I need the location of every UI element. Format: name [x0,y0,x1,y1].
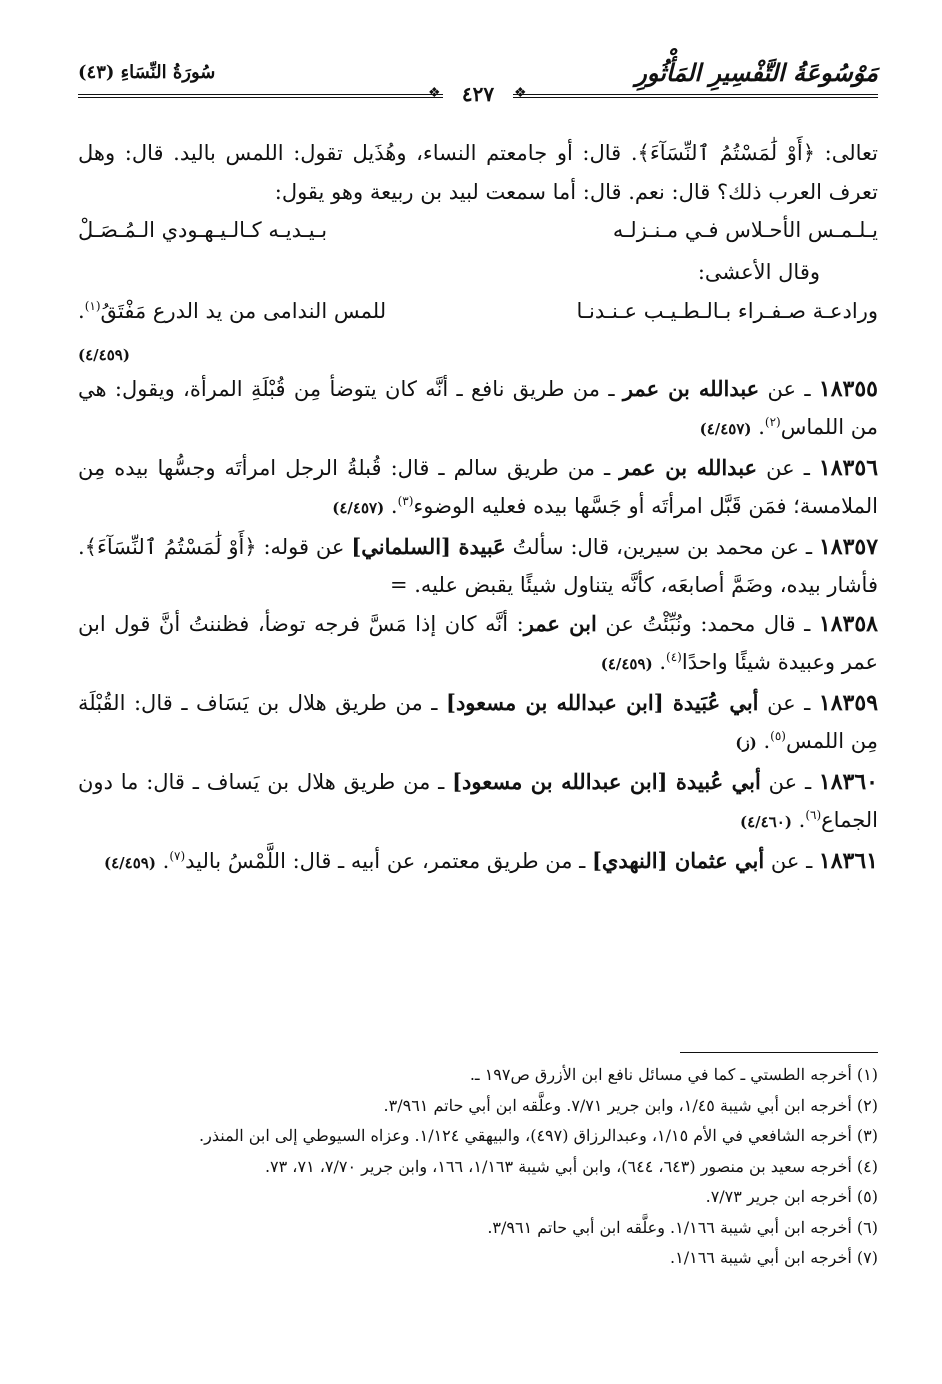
intro-paragraph: تعالى: ﴿أَوْ لَٰمَسْتُمُ ٱلنِّسَآءَ﴾. قال: أو جامعتم النساء، وهُذَيل تقول: اللمس باليد. قال: وهل تعرف العرب ذلك؟ قال: نعم. قال: أما سمعت لبيد بن ربيعة وهو يقول: [78,141,878,204]
source-reference: (٤/٤٥٩) [104,853,156,872]
verse-2-text: للمس الندامى من يد الدرع مَفْتَقُ [100,298,387,323]
source-reference: (٤/٤٥٩) [78,345,130,364]
entry-text: ـ عن [758,690,819,715]
book-title: مَوْسُوعَةُ التَّفْسِيرِ المَأْثُورِ [635,58,878,87]
footnote-marker[interactable]: (١) [84,298,101,313]
page-number: ٤٢٧ [448,82,508,106]
footnote-6: (٦) أخرجه ابن أبي شيبة ١/١٦٦. وعلَّقه ابن أبي حاتم ٣/٩٦١. [487,1217,878,1237]
header-rule-left [78,94,443,98]
main-text [78,134,878,882]
footnote-1: (١) أخرجه الطستي ـ كما في مسائل نافع ابن الأزرق ص١٩٧ ـ. [469,1065,878,1084]
entry-18358: ١٨٣٥٨ ـ قال محمد: ونُبِّئْتُ عن ابن عمر: أنَّه كان إذا مَسَّ فرجه توضأ، فظننتُ أنَّ قول ابن عمر وعبيدة شيئًا واحدًا$^{(٤)}$. (٤/٤٥٩) [78,610,878,674]
poet-intro: وقال الأعشى: [697,260,820,284]
verse-1-second-hemistich: بـيـديـه كـالـيـهـودي الـمُـصَـلْ [78,218,328,242]
entry-number: ١٨٣٥٨ [818,610,878,637]
narrator-name: عبدالله بن عمر [622,375,760,401]
entry-text: ـ قال محمد: ونُبِّئْتُ عن [596,611,819,636]
entry-text: ـ من طريق سالم ـ قال: قُبلةُ الرجل امرأتَه وجسُّها بيده مِن الملامسة؛ فمَن قَبَّل امرأتَه أو جَسَّها بيده فعليه الوضوء [78,455,878,518]
poem-verse-1 [78,211,878,261]
entry-number: ١٨٣٥٩ [818,689,879,716]
entry-number: ١٨٣٥٦ [818,454,879,481]
entry-18357 [78,528,878,605]
surah-title: سُورَةُ النِّسَاءِ (٤٣) [78,62,216,83]
source-reference: (ز) [735,734,757,752]
entry-18359: ١٨٣٥٩ ـ عن أبي عُبَيدة [ابن عبدالله بن مسعود] ـ من طريق هلال بن يَسَاف ـ قال: القُبْلَة مِن اللمس$^{(٥)}$. (ز) [78,689,879,753]
footnote-7: (٧) أخرجه ابن أبي شيبة ١/١٦٦. [670,1248,878,1267]
source-reference: (٤/٤٥٧) [332,499,385,517]
footnote-marker[interactable]: (٦) [805,808,822,822]
page-header [78,58,878,104]
source-reference: (٤/٤٥٧) [699,420,752,438]
entry-text: ـ عن محمد بن سيرين، قال: سألتُ [505,534,819,559]
footnote-marker[interactable]: (٤) [666,650,682,664]
entry-18360: ١٨٣٦٠ ـ عن أبي عُبيدة [ابن عبدالله بن مسعود] ـ من طريق هلال بن يَساف ـ قال: ما دون الجماع$^{(٦)}$. (٤/٤٦٠) [78,768,878,832]
entry-text: ـ من طريق معتمر، عن أبيه ـ قال: اللَّمْسُ باليد [185,848,592,873]
poem-verse-2 [78,292,878,342]
narrator-name: عبدالله بن عمر [619,454,758,480]
entry-number: ١٨٣٦٠ [818,768,878,795]
narrator-name: أبي عُبَيدة [ابن عبدالله بن مسعود] [446,689,759,715]
entry-18356: ١٨٣٥٦ ـ عن عبدالله بن عمر ـ من طريق سالم ـ قال: قُبلةُ الرجل امرأتَه وجسُّها بيده مِن الملامسة؛ فمَن قَبَّل امرأتَه أو جَسَّها بيده فعليه الوضوء$^{(٣)}$. (٤/٤٥٧) [78,454,879,518]
entry-text: ـ عن [760,769,819,794]
entry-text: : أنَّه كان إذا مَسَّ فرجه توضأ، فظننتُ أنَّ قول ابن عمر وعبيدة شيئًا واحدًا [78,611,878,674]
entry-text: ـ من طريق نافع ـ أنَّه كان يتوضأ مِن قُبْلَةِ المرأة، ويقول: هي من اللماس [78,376,878,439]
verse-1-first-hemistich: يـلـمـس الأحـلاس فـي مـنـزلـه [612,218,878,242]
narrator-name: عَبيدة [السلماني] [351,533,506,559]
verse-2-first-hemistich: ورادعـة صـفـراء بـالـطـيـب عـنـدنـا [576,298,878,323]
footnote-marker[interactable]: (٣) [397,494,414,508]
entry-text: ـ عن [764,848,819,873]
ornament-right-icon: ❖ [514,85,527,101]
entry-number: ١٨٣٥٥ [818,375,878,402]
footnotes [78,1060,878,1274]
entry-text: ـ عن [759,376,819,401]
narrator-name: ابن عمر [523,610,597,636]
footnote-marker[interactable]: (٢) [764,415,781,429]
header-rule-right [513,94,878,98]
narrator-name: أبي عثمان [النهدي] [591,847,765,873]
entry-number: ١٨٣٥٧ [818,533,879,560]
entry-18355: ١٨٣٥٥ ـ عن عبدالله بن عمر ـ من طريق نافع ـ أنَّه كان يتوضأ مِن قُبْلَةِ المرأة، ويقول: هي من اللماس$^{(٢)}$. (٤/٤٥٧) [78,375,878,439]
source-reference: (٤/٤٥٩) [600,655,653,673]
entry-number: ١٨٣٦١ [818,847,878,874]
entry-text: ـ من طريق هلال بن يَسَاف ـ قال: القُبْلَة مِن اللمس [78,690,878,753]
verse-2-second-hemistich: للمس الندامى من يد الدرع مَفْتَقُ$^{(١)}$. [78,298,387,323]
ornament-left-icon: ❖ [428,85,441,101]
footnote-marker[interactable]: (٥) [770,729,786,743]
entry-text: عن قوله: ﴿أَوْ لَٰمَسْتُمُ ٱلنِّسَآءَ﴾. فأشار بيده، وضَمَّ أصابعَه، كأنَّه يتناول شيئًا يقبض عليه. = [78,534,878,597]
entry-18361: ١٨٣٦١ ـ عن أبي عثمان [النهدي] ـ من طريق معتمر، عن أبيه ـ قال: اللَّمْسُ باليد$^{(٧)}$. (٤/٤٥٩) [104,847,878,874]
footnote-4: (٤) أخرجه سعيد بن منصور (٦٤٣، ٦٤٤)، وابن أبي شيبة ١/١٦٣، ١٦٦، وابن جرير ٧/٧٠، ٧١، ٧٣. [264,1156,878,1176]
footnote-5: (٥) أخرجه ابن جرير ٧/٧٣. [705,1187,878,1206]
footnote-3: (٣) أخرجه الشافعي في الأم ١/١٥، وعبدالرزاق (٤٩٧)، والبيهقي ١/١٢٤. وعزاه السيوطي إلى ابن المنذر. [199,1126,878,1145]
entry-text: ـ عن [757,455,819,480]
entry-text: ـ من طريق هلال بن يَساف ـ قال: ما دون الجماع [78,769,878,832]
footnote-separator [680,1052,878,1053]
narrator-name: أبي عُبيدة [ابن عبدالله بن مسعود] [452,768,761,794]
footnote-marker[interactable]: (٧) [169,848,186,863]
source-reference: (٤/٤٦٠) [740,813,792,831]
footnote-2: (٢) أخرجه ابن أبي شيبة ١/٤٥، وابن جرير ٧/٧١. وعلَّقه ابن أبي حاتم ٣/٩٦١. [383,1095,878,1115]
